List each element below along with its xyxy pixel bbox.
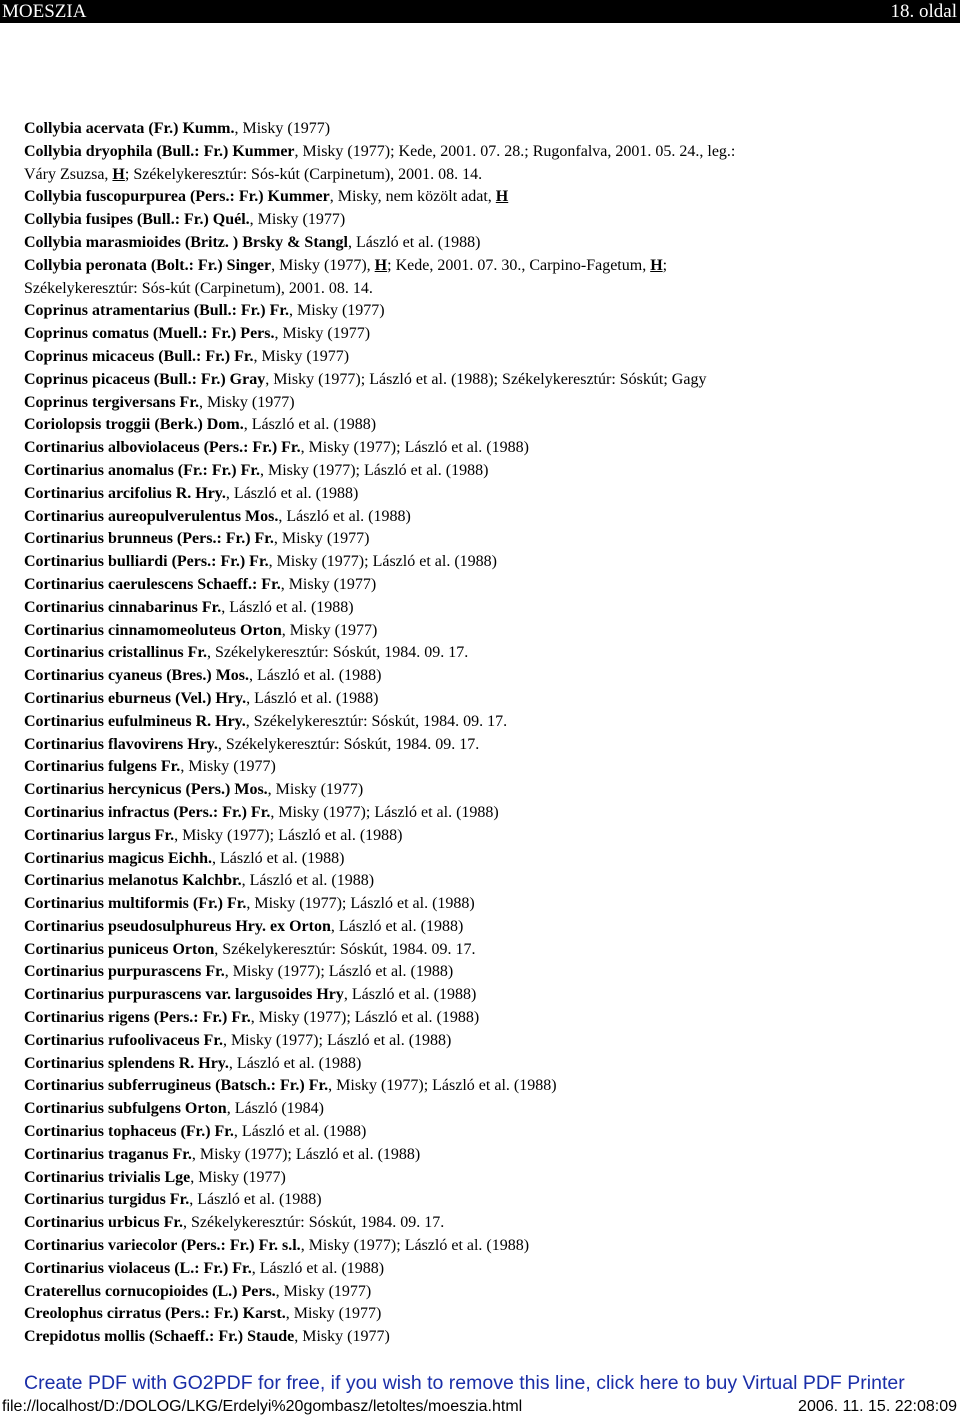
citation-text: , Misky (1977); Kede, 2001. 07. 28.; Rugonfalva, 2001. 05. 24., leg.: [294, 142, 736, 160]
citation-text: , Székelykeresztúr: Sóskút, 1984. 09. 17. [245, 712, 508, 730]
species-name: Cortinarius traganus Fr. [24, 1145, 192, 1163]
citation-text: ; Kede, 2001. 07. 30., Carpino-Fagetum, [387, 256, 651, 274]
species-name: Cortinarius infractus (Pers.: Fr.) Fr. [24, 803, 271, 821]
species-name: Cortinarius violaceus (L.: Fr.) Fr. [24, 1259, 252, 1277]
citation-text: , Misky (1977); László et al. (1988) [174, 826, 403, 844]
list-item [24, 1189, 944, 1212]
citation-text: , Székelykeresztúr: Sóskút, 1984. 09. 17. [214, 940, 476, 958]
species-name: Cortinarius subferrugineus (Batsch.: Fr.) Fr. [24, 1077, 329, 1095]
list-item [24, 186, 944, 209]
page-header-bar [0, 0, 960, 23]
list-item [24, 1098, 944, 1121]
species-name: Cortinarius rigens (Pers.: Fr.) Fr. [24, 1009, 251, 1027]
species-name: Cortinarius multiformis (Fr.) Fr. [24, 895, 247, 913]
list-item [24, 779, 944, 802]
species-name: Cortinarius melanotus Kalchbr. [24, 872, 242, 890]
citation-text: , Misky (1977) [281, 621, 378, 639]
citation-text: , László et al. (1988) [343, 986, 477, 1004]
citation-text: , László et al. (1988) [228, 1054, 362, 1072]
citation-text: , László et al. (1988) [225, 484, 359, 502]
herbarium-mark: H [650, 256, 663, 274]
citation-text: , Misky (1977); László et al. (1988) [300, 1237, 530, 1255]
list-item [24, 802, 944, 825]
species-name: Cortinarius variecolor (Pers.: Fr.) Fr. s.l. [24, 1237, 301, 1255]
list-item [24, 984, 944, 1007]
species-name: Craterellus cornucopioides (L.) Pers. [24, 1282, 276, 1300]
citation-text: , Misky (1977); László et al. (1988) [268, 553, 497, 571]
species-name: Cortinarius cinnamomeoluteus Orton [24, 621, 282, 639]
citation-text: , László et al. (1988) [249, 667, 382, 685]
species-name: Collybia acervata (Fr.) Kumm. [24, 120, 235, 137]
citation-text: , László (1984) [226, 1100, 325, 1118]
list-item [24, 939, 944, 962]
species-name: Creolophus cirratus (Pers.: Fr.) Karst. [24, 1305, 286, 1323]
list-item [24, 278, 944, 301]
species-name: Collybia dryophila (Bull.: Fr.) Kummer [24, 142, 295, 160]
citation-text: ; Székelykeresztúr: Sós-kút (Carpinetum), 2001. 08. 14. [124, 165, 483, 183]
species-name: Cortinarius rufoolivaceus Fr. [24, 1031, 223, 1049]
species-name: Cortinarius arcifolius R. Hry. [24, 484, 226, 502]
citation-text: , László et al. (1988) [212, 849, 345, 867]
list-item [24, 437, 944, 460]
species-name: Collybia peronata (Bolt.: Fr.) Singer [24, 256, 272, 274]
citation-text: , László et al. (1988) [246, 689, 379, 707]
species-name: Cortinarius cristallinus Fr. [24, 644, 207, 662]
citation-text: , Misky (1977) [285, 1305, 382, 1323]
list-item [24, 460, 944, 483]
print-datetime: 2006. 11. 15. 22:08:09 [798, 1398, 957, 1415]
list-item [24, 164, 944, 187]
list-item [24, 1235, 944, 1258]
citation-text: , Misky (1977) [273, 530, 370, 548]
species-name: Cortinarius urbicus Fr. [24, 1214, 183, 1232]
list-item [24, 870, 944, 893]
list-item [24, 642, 944, 665]
species-name: Cortinarius alboviolaceus (Pers.: Fr.) Fr. [24, 439, 301, 457]
list-item [24, 232, 944, 255]
herbarium-mark: H [112, 165, 125, 183]
species-name: Cortinarius anomalus (Fr.: Fr.) Fr. [24, 461, 260, 479]
species-name: Coprinus picaceus (Bull.: Fr.) Gray [24, 370, 266, 388]
list-item [24, 1007, 944, 1030]
citation-text: , Misky (1977) [234, 120, 331, 137]
citation-text: , Misky (1977) [190, 1168, 286, 1186]
species-name: Cortinarius cyaneus (Bres.) Mos. [24, 667, 250, 685]
citation-text: , Székelykeresztúr: Sóskút, 1984. 09. 17. [182, 1214, 445, 1232]
list-item [24, 1144, 944, 1167]
species-name: Cortinarius purpurascens var. largusoides Hry [24, 986, 344, 1004]
citation-text: , Székelykeresztúr: Sóskút, 1984. 09. 17. [206, 644, 469, 662]
citation-text: , László et al. (1988) [348, 233, 481, 251]
species-name: Cortinarius cinnabarinus Fr. [24, 598, 222, 616]
list-item [24, 916, 944, 939]
source-url: file://localhost/D:/DOLOG/LKG/Erdelyi%20gombasz/letoltes/moeszia.html [2, 1398, 523, 1415]
species-name: Cortinarius puniceus Orton [24, 940, 215, 958]
list-item [24, 1030, 944, 1053]
citation-text: , László et al. (1988) [251, 1259, 385, 1277]
list-item [24, 1281, 944, 1304]
species-name: Cortinarius flavovirens Hry. [24, 735, 218, 753]
citation-text: , Misky, nem közölt adat, [329, 188, 496, 206]
citation-text: Váry Zsuzsa, [24, 165, 113, 183]
list-item [24, 392, 944, 415]
species-name: Cortinarius eufulmineus R. Hry. [24, 712, 246, 730]
list-item [24, 1167, 944, 1190]
list-item [24, 528, 944, 551]
list-item [24, 1303, 944, 1326]
species-name: Cortinarius caerulescens Schaeff.: Fr. [24, 575, 281, 593]
species-name: Coriolopsis troggii (Berk.) Dom. [24, 416, 244, 434]
citation-text: , Misky (1977) [180, 758, 276, 776]
citation-text: , Misky (1977); László et al. (1988) [191, 1145, 421, 1163]
species-name: Coprinus atramentarius (Bull.: Fr.) Fr. [24, 302, 290, 320]
species-name: Cortinarius trivialis Lge [24, 1168, 191, 1186]
list-item [24, 323, 944, 346]
list-item [24, 1121, 944, 1144]
species-name: Cortinarius splendens R. Hry. [24, 1054, 229, 1072]
citation-text: , László et al. (1988) [278, 507, 411, 525]
species-name: Cortinarius largus Fr. [24, 826, 175, 844]
species-name: Cortinarius brunneus (Pers.: Fr.) Fr. [24, 530, 274, 548]
citation-text: , Misky (1977), [271, 256, 375, 274]
list-item [24, 825, 944, 848]
citation-text: , Misky (1977); László et al. (1988) [270, 803, 499, 821]
citation-text: , Misky (1977); László et al. (1988) [224, 963, 454, 981]
citation-text: , László et al. (1988) [330, 917, 464, 935]
citation-text: , Misky (1977); László et al. (1988) [260, 461, 489, 479]
citation-text: , Misky (1977) [275, 1282, 372, 1300]
list-item [24, 551, 944, 574]
list-item [24, 300, 944, 323]
page-number: 18. oldal [890, 1, 957, 22]
citation-text: , Misky (1977); László et al. (1988); Székelykeresztúr: Sóskút; Gagy [265, 370, 707, 388]
citation-text: , Misky (1977); László et al. (1988) [328, 1077, 557, 1095]
list-item [24, 665, 944, 688]
citation-text: , Misky (1977) [274, 325, 371, 343]
list-item [24, 1326, 944, 1349]
species-name: Cortinarius purpurascens Fr. [24, 963, 225, 981]
species-name: Coprinus tergiversans Fr. [24, 393, 199, 411]
citation-text: , Misky (1977); László et al. (1988) [246, 895, 475, 913]
citation-text: , Misky (1977); László et al. (1988) [250, 1009, 480, 1027]
citation-text: , László et al. (1988) [241, 872, 375, 890]
species-name: Collybia fuscopurpurea (Pers.: Fr.) Kummer [24, 188, 330, 206]
species-name: Collybia fusipes (Bull.: Fr.) Quél. [24, 211, 250, 229]
species-name: Cortinarius turgidus Fr. [24, 1191, 190, 1209]
species-name: Cortinarius subfulgens Orton [24, 1100, 227, 1118]
list-item [24, 483, 944, 506]
species-name: Cortinarius aureopulverulentus Mos. [24, 507, 279, 525]
list-item [24, 711, 944, 734]
citation-text: , Misky (1977) [294, 1328, 390, 1346]
citation-text: , Misky (1977) [267, 781, 364, 799]
list-item [24, 893, 944, 916]
species-name: Cortinarius tophaceus (Fr.) Fr. [24, 1123, 234, 1141]
herbarium-mark: H [374, 256, 388, 274]
list-item [24, 209, 944, 232]
list-item [24, 1075, 944, 1098]
list-item [24, 506, 944, 529]
species-name: Cortinarius hercynicus (Pers.) Mos. [24, 781, 268, 799]
species-name: Cortinarius magicus Eichh. [24, 849, 213, 867]
citation-text: , Misky (1977) [249, 211, 346, 229]
citation-text: , Misky (1977) [280, 575, 377, 593]
citation-text: , Misky (1977); László et al. (1988) [222, 1031, 452, 1049]
species-list [24, 118, 944, 1349]
species-name: Cortinarius pseudosulphureus Hry. ex Orton [24, 917, 331, 935]
list-item [24, 1258, 944, 1281]
citation-text: , Misky (1977); László et al. (1988) [300, 439, 529, 457]
citation-text: , László et al. (1988) [189, 1191, 322, 1209]
list-item [24, 574, 944, 597]
citation-text: , Misky (1977) [198, 393, 295, 411]
list-item [24, 734, 944, 757]
list-item [24, 369, 944, 392]
species-name: Cortinarius bulliardi (Pers.: Fr.) Fr. [24, 553, 269, 571]
page-footer [0, 1395, 960, 1419]
pdf-promo-link[interactable]: Create PDF with GO2PDF for free, if you wish to remove this line, click here to buy Virtual PDF Printer [24, 1372, 905, 1394]
list-item [24, 1053, 944, 1076]
citation-text: , László et al. (1988) [233, 1123, 367, 1141]
species-name: Coprinus micaceus (Bull.: Fr.) Fr. [24, 347, 254, 365]
list-item [24, 255, 944, 278]
species-name: Cortinarius fulgens Fr. [24, 758, 181, 776]
list-item [24, 597, 944, 620]
citation-text: ; [662, 256, 668, 274]
document-title: MOESZIA [2, 1, 87, 22]
citation-text: Székelykeresztúr: Sós-kút (Carpinetum), 2001. 08. 14. [24, 279, 373, 297]
list-item [24, 688, 944, 711]
citation-text: , Misky (1977) [289, 302, 385, 320]
list-item [24, 118, 944, 141]
list-item [24, 414, 944, 437]
species-name: Coprinus comatus (Muell.: Fr.) Pers. [24, 325, 275, 343]
species-name: Collybia marasmioides (Britz. ) Brsky & Stangl [24, 233, 348, 251]
citation-text: , László et al. (1988) [243, 416, 377, 434]
citation-text: , László et al. (1988) [221, 598, 354, 616]
list-item [24, 961, 944, 984]
herbarium-mark: H [495, 188, 509, 206]
citation-text: , Székelykeresztúr: Sóskút, 1984. 09. 17. [217, 735, 480, 753]
list-item [24, 848, 944, 871]
species-name: Cortinarius eburneus (Vel.) Hry. [24, 689, 247, 707]
list-item [24, 756, 944, 779]
list-item [24, 1212, 944, 1235]
list-item [24, 346, 944, 369]
list-item [24, 141, 944, 164]
citation-text: , Misky (1977) [253, 347, 350, 365]
species-name: Crepidotus mollis (Schaeff.: Fr.) Staude [24, 1328, 295, 1346]
list-item [24, 620, 944, 643]
